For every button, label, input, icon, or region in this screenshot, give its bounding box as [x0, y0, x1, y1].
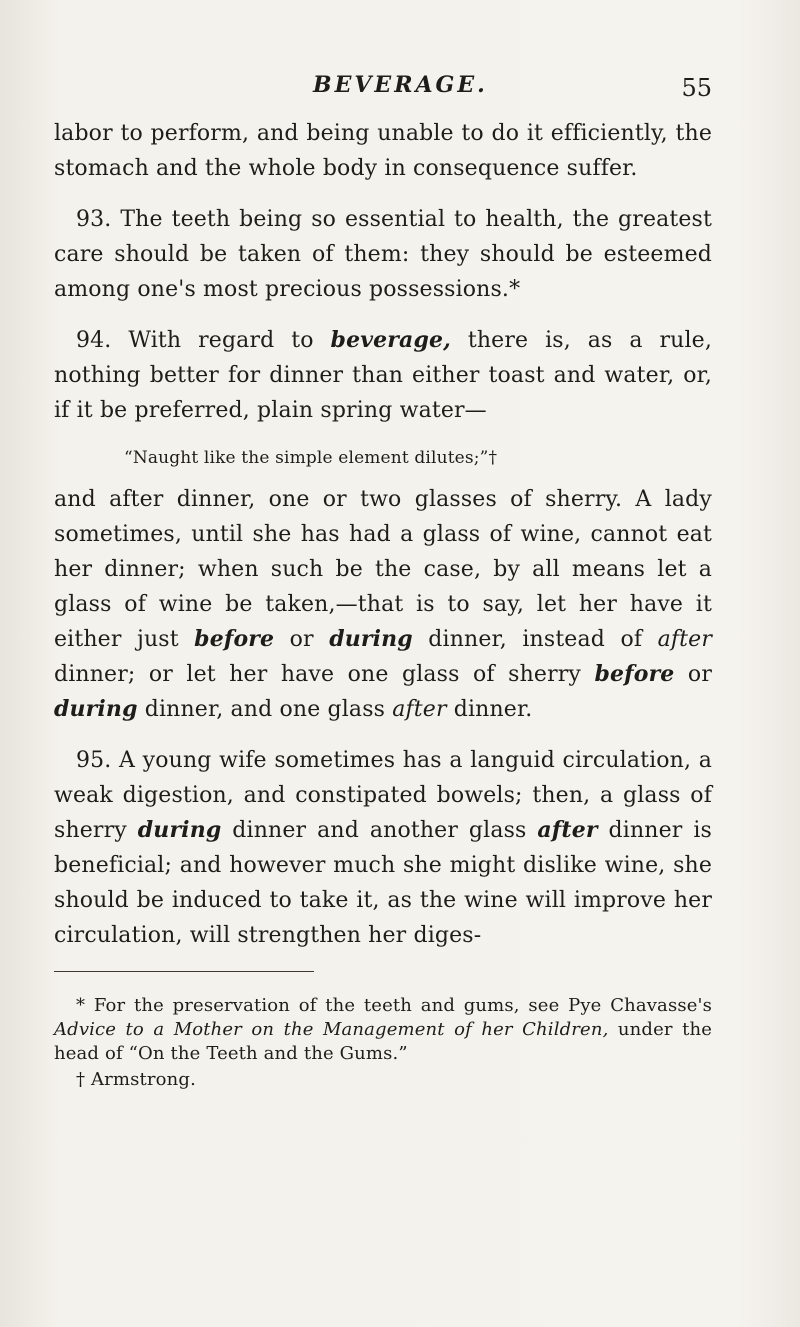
paragraph-93 [54, 202, 712, 307]
emphasis-after: after [392, 697, 447, 722]
paragraph-after-quote [54, 482, 712, 727]
paragraph-94 [54, 323, 712, 428]
emphasis-during: during [329, 626, 413, 652]
paragraph-text: or [274, 627, 330, 652]
paragraph-text: there is, as a rule, nothing better for dinner than either toast and water, or, if it be preferred, plain spring water— [54, 328, 712, 423]
paragraph-text: dinner, instead of [412, 627, 658, 652]
paragraph-text: The teeth being so essential to health, the greatest care should be taken of them: they should be esteemed among one's most precious possessions.* [54, 207, 712, 302]
paragraph-number: 94. [76, 328, 112, 353]
page-number: 55 [681, 74, 712, 102]
footnote-text: under the head of “On the Teeth and the Gums.” [54, 1019, 713, 1064]
quoted-line [54, 444, 712, 472]
paragraph-text: dinner, and one glass [137, 697, 393, 722]
page-header [54, 72, 712, 108]
paragraph-95 [54, 743, 712, 953]
paragraph-text: dinner; or let her have one glass of sherry [54, 662, 595, 687]
quote-text: “Naught like the simple element dilutes;”† [124, 448, 498, 468]
emphasis-during: during [137, 817, 222, 843]
paragraph-text: or [674, 662, 712, 687]
paragraph-text: With regard to [128, 328, 331, 353]
emphasis-after: after [657, 627, 712, 652]
main-text [54, 116, 712, 1092]
emphasis-beverage: beverage, [330, 327, 451, 353]
paragraph-number: 95. [76, 748, 112, 773]
footnote-divider [54, 971, 314, 972]
paragraph-text: dinner. [446, 697, 533, 722]
footnote-2 [54, 1068, 712, 1092]
paragraph-text: dinner and another glass [221, 818, 538, 843]
emphasis-during: during [54, 696, 138, 722]
paragraph-number: 93. [76, 207, 112, 232]
footnote-text: * For the preservation of the teeth and gums, see Pye Chavasse's [76, 995, 712, 1016]
paragraph-text: A young wife sometimes has a languid circulation, a weak digestion, and constipated bowels; then, a glass of sherry [54, 748, 712, 843]
running-head: BEVERAGE. [313, 72, 488, 98]
emphasis-before: before [594, 661, 675, 687]
paragraph-text: dinner is beneficial; and however much she might dislike wine, she should be induced to take it, as the wine will improve her circulation, will strengthen her diges- [54, 818, 712, 948]
paragraph-text: and after dinner, one or two glasses of sherry. A lady sometimes, until she has had a glass of wine, cannot eat her dinner; when such be the case, by all means let a glass of wine be taken,—that is to say, let her have it either just [54, 487, 712, 652]
paragraph-text: labor to perform, and being unable to do it efficiently, the stomach and the whole body in consequence suffer. [54, 121, 712, 181]
emphasis-after: after [537, 817, 598, 843]
footnote-1 [54, 994, 712, 1066]
paragraph-continuation [54, 116, 712, 186]
footnote-title: Advice to a Mother on the Management of her Children, [54, 1019, 609, 1040]
footnote-text: † Armstrong. [76, 1069, 196, 1090]
emphasis-before: before [194, 626, 275, 652]
